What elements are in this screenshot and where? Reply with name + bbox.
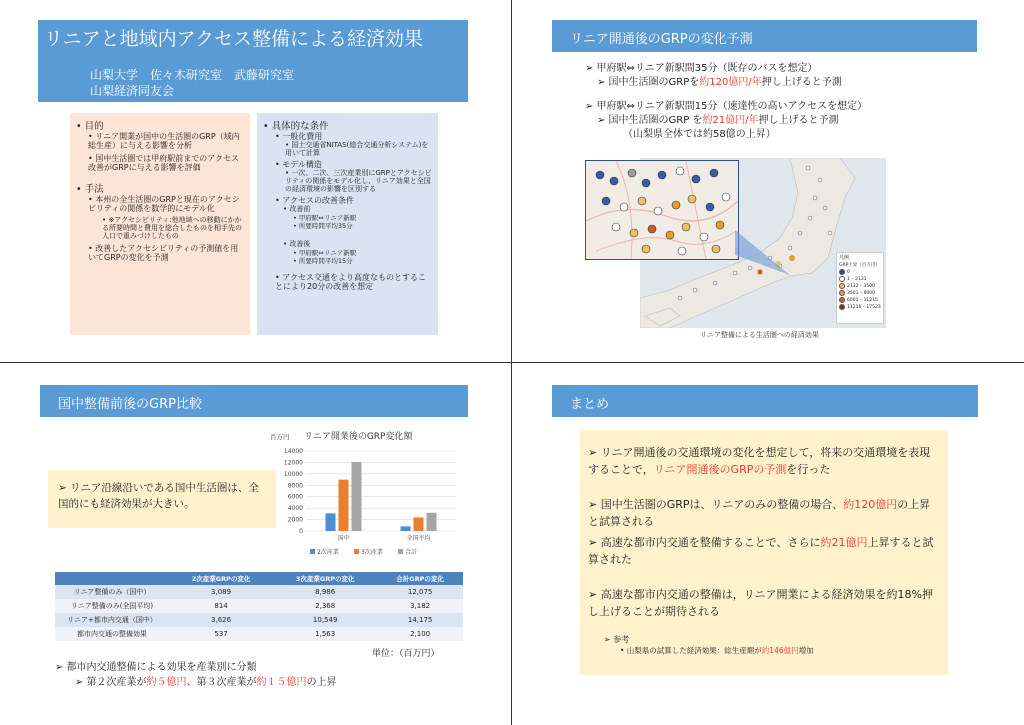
summary-point-3 — [588, 534, 940, 568]
table-header-cell: 3次産業GRPの変化 — [273, 572, 377, 585]
access-conditions: • アクセスの改善条件 — [275, 196, 355, 205]
legend-item — [839, 297, 881, 304]
legend-swatch — [839, 297, 845, 303]
legend-label: 6001 – 11215 — [847, 297, 878, 303]
grp-table — [55, 572, 463, 641]
legend-subtitle: GRP上昇（百万円） — [839, 262, 880, 268]
legend-label: 2132 – 3500 — [847, 283, 876, 289]
legend-item — [839, 269, 881, 276]
slide4-title: まとめ — [570, 397, 610, 412]
legend-item — [839, 290, 881, 297]
slide1-title: リニアと地域内アクセス整備による経済効果 — [44, 28, 424, 50]
chart-legend-label: 3次産業 — [361, 549, 383, 556]
legend-label: 0 — [847, 269, 850, 275]
legend-label: 1 – 2131 — [847, 276, 867, 282]
chart-bar — [414, 517, 424, 531]
summary-1-end: を行った — [786, 463, 831, 476]
grp-change-chart — [268, 425, 468, 565]
table-cell: 1,563 — [273, 627, 377, 641]
summary-panel — [580, 430, 948, 675]
subbullet-1-value: 約120億円/年 — [699, 77, 762, 88]
slide3-title: 国中整備前後のGRP比較 — [58, 397, 202, 412]
reference-text: • 山梨県の試算した経済効果：総生産額が — [620, 646, 762, 655]
table-cell: 814 — [169, 599, 273, 613]
summary-point-1 — [588, 444, 940, 478]
map-legend — [836, 252, 884, 324]
legend-item — [839, 276, 881, 283]
summary-2-text: ➢ 国中生活圏のGRPは、リニアのみの整備の場合、 — [588, 498, 844, 511]
subbullet-1-text-end: 押し上げると予測 — [761, 77, 842, 88]
slide3-sub-value-2: 約１５億円 — [256, 677, 307, 688]
slide3-header — [40, 385, 468, 417]
table-unit: 単位：（百万円） — [372, 649, 440, 659]
chart-legend-label: 2次産業 — [317, 549, 339, 556]
chart-bar — [401, 526, 411, 531]
table-row — [55, 613, 463, 627]
inset-pointer — [735, 220, 795, 290]
slide1-left-panel — [70, 113, 250, 335]
generalized-cost-detail: • 国土交通省NITAS(総合交通分析システム)を用いて計算 — [285, 141, 429, 157]
chart-legend-swatch — [310, 549, 315, 554]
slide1-header — [38, 20, 468, 102]
method-note: • ※アクセシビリティ:他地域への移動にかかる所要時間と費用を総合したものを相手先の人口で重みづけしたもの — [102, 216, 242, 240]
method-item-2: • 改善したアクセシビリティの予測値を用いてGRPの変化を予測 — [88, 244, 239, 262]
legend-label: 11216 – 17523 — [847, 304, 881, 310]
legend-swatch — [839, 290, 845, 296]
horizontal-divider — [0, 362, 1024, 363]
legend-swatch — [839, 304, 845, 310]
slide2-title: リニア開通後のGRPの変化予測 — [570, 32, 753, 47]
subbullet-2-text-end: 押し上げると予測 — [758, 115, 839, 126]
method-heading: • 手法 — [76, 184, 104, 195]
table-cell: 8,986 — [273, 585, 377, 599]
table-cell: 2,100 — [377, 627, 463, 641]
table-row — [55, 599, 463, 613]
table-row — [55, 585, 463, 599]
summary-1-highlight: リニア開通後のGRPの予測 — [653, 463, 787, 476]
slide2-subbullet-1 — [597, 76, 945, 90]
summary-1-text: ➢ リニア開通後の交通環境の変化を想定して，将来の交通環境を表現することで， — [588, 446, 931, 476]
conditions-heading: • 具体的な条件 — [263, 121, 329, 132]
chart-legend-swatch — [398, 549, 403, 554]
slide2-subbullet-2-note: （山梨県全体では約58億の上昇） — [623, 129, 776, 140]
slide3-bullet: ➢ 都市内交通整備による効果を産業別に分類 — [55, 662, 257, 673]
purpose-item-2: • 国中生活圏では甲府駅前までのアクセス改善がGRPに与える影響を評価 — [88, 154, 240, 172]
slide4-header — [552, 385, 978, 417]
summary-point-2 — [588, 496, 940, 530]
generalized-cost: • 一般化費用 — [275, 132, 323, 141]
slide3-sub-text-3: の上昇 — [306, 677, 337, 688]
chart-bar — [427, 513, 437, 531]
slide3-sub-text-2: 、第３次産業が — [186, 677, 257, 688]
model-structure: • モデル構造 — [275, 160, 322, 169]
chart-ylabel: 百万円 — [270, 433, 290, 441]
slide2-bullet-1: ➢ 甲府駅⇔リニア新駅間35分（既存のバスを想定） — [585, 63, 818, 74]
table-cell: リニア整備のみ（国中） — [55, 585, 169, 599]
legend-item — [839, 283, 881, 290]
table-cell: 14,175 — [377, 613, 463, 627]
subbullet-2-value: 約21億円/年 — [702, 115, 759, 126]
reference-item — [620, 645, 940, 656]
map-caption: リニア整備による生活圏への経済効果 — [700, 331, 819, 339]
legend-label: 3501 – 6000 — [847, 290, 876, 296]
summary-3-text: ➢ 高速な都市内交通を整備することで、さらに — [588, 536, 821, 549]
slide3-callout — [48, 470, 276, 528]
slide2-subbullet-2 — [597, 114, 945, 128]
table-cell: 12,075 — [377, 585, 463, 599]
legend-item — [839, 304, 881, 311]
after-route: • 甲府駅⇔リニア新駅 — [293, 249, 357, 257]
table-header-cell: 合計GRPの変化 — [377, 572, 463, 585]
slide1-org: 山梨経済同友会 — [90, 84, 175, 98]
table-cell: 都市内交通の整備効果 — [55, 627, 169, 641]
chart-ytick: 8000 — [287, 482, 303, 490]
chart-ytick: 0 — [299, 528, 303, 535]
chart-bar — [339, 480, 349, 531]
slide2-header — [552, 20, 977, 52]
legend-swatch — [839, 283, 845, 289]
reference-heading: ➢ 参考 — [604, 635, 630, 644]
table-header-cell: 2次産業GRPの変化 — [169, 572, 273, 585]
table-cell: 10,549 — [273, 613, 377, 627]
chart-xtick: 全国平均 — [406, 535, 431, 542]
model-structure-detail: • 一次、二次、三次産業別にGRPとアクセシビリティの関係をモデル化し、リニア効果と全国の経済環境の影響を区別する — [285, 169, 432, 193]
chart-ytick: 12000 — [283, 459, 303, 467]
summary-2-end: の上昇と試算される — [588, 498, 931, 528]
chart-bar — [326, 513, 336, 531]
table-header-cell — [55, 572, 169, 585]
table-row — [55, 627, 463, 641]
table-cell: 3,182 — [377, 599, 463, 613]
chart-legend-label: 合計 — [405, 549, 418, 556]
chart-ytick: 4000 — [287, 505, 303, 513]
chart-ytick: 10000 — [283, 470, 303, 478]
map-inset-graphic — [586, 161, 738, 259]
summary-2-highlight: 約120億円 — [843, 498, 898, 511]
before-time: • 所要時間平均35分 — [293, 222, 353, 230]
legend-swatch — [839, 276, 845, 282]
legend-swatch — [839, 269, 845, 275]
chart-svg — [268, 425, 468, 565]
after-time: • 所要時間平均15分 — [293, 257, 353, 265]
summary-3-end: 上昇すると試算された — [588, 536, 934, 566]
chart-ytick: 2000 — [287, 516, 303, 524]
purpose-item-1: • リニア開業が国中の生活圏のGRP（域内総生産）に与える影響を分析 — [88, 132, 240, 150]
before-heading: • 改善前 — [283, 205, 311, 213]
before-route: • 甲府駅⇔リニア新駅 — [293, 214, 357, 222]
chart-ytick: 6000 — [287, 493, 303, 501]
chart-bar — [352, 462, 362, 531]
table-cell: 2,368 — [273, 599, 377, 613]
subbullet-2-text: ➢ 国中生活圏のGRP を — [597, 115, 703, 126]
table-cell: リニア整備のみ(全国平均) — [55, 599, 169, 613]
table-header-row — [55, 572, 463, 585]
summary-point-4: ➢ 高速な都市内交通の整備は，リニア開業による経済効果を約18%押し上げることが期待される — [588, 588, 933, 618]
summary-3-highlight: 約21億円 — [820, 536, 868, 549]
chart-legend-swatch — [354, 549, 359, 554]
improvement-assumption: • アクセス交通をより高度なものとすることにより20分の改善を想定 — [275, 273, 427, 291]
method-item-1: • 本州の全生活圏のGRPと現在のアクセシビリティの関係を数学的にモデル化 — [88, 195, 240, 213]
reference-end: 増加 — [798, 646, 814, 655]
slide3-sub-value-1: 約５億円 — [146, 677, 187, 688]
slide1-right-panel — [257, 113, 438, 335]
table-cell: 537 — [169, 627, 273, 641]
purpose-heading: • 目的 — [76, 121, 104, 132]
chart-xtick: 国中 — [337, 535, 350, 542]
map-inset — [585, 160, 739, 260]
legend-title: 凡例 — [839, 255, 850, 261]
subbullet-1-text: ➢ 国中生活圏のGRPを — [597, 77, 700, 88]
slide2-bullet-2: ➢ 甲府駅⇔リニア新駅間15分（速達性の高いアクセスを想定） — [585, 101, 868, 112]
chart-title: リニア開業後のGRP変化額 — [304, 432, 413, 442]
reference-highlight: 約146億円 — [761, 646, 799, 655]
slide3-sub-text-1: ➢ 第２次産業が — [75, 677, 147, 688]
after-heading: • 改善後 — [283, 240, 311, 248]
slide1-authors: 山梨大学 佐々木研究室 武藤研究室 — [90, 68, 295, 82]
chart-ytick: 14000 — [283, 448, 303, 455]
table-cell: 3,626 — [169, 613, 273, 627]
callout-text: ➢ リニア沿線沿いである国中生活圏は、全国的にも経済効果が大きい。 — [58, 482, 259, 510]
table-cell: 3,089 — [169, 585, 273, 599]
table-cell: リニア+都市内交通（国中） — [55, 613, 169, 627]
slide3-subbullet — [75, 675, 337, 690]
